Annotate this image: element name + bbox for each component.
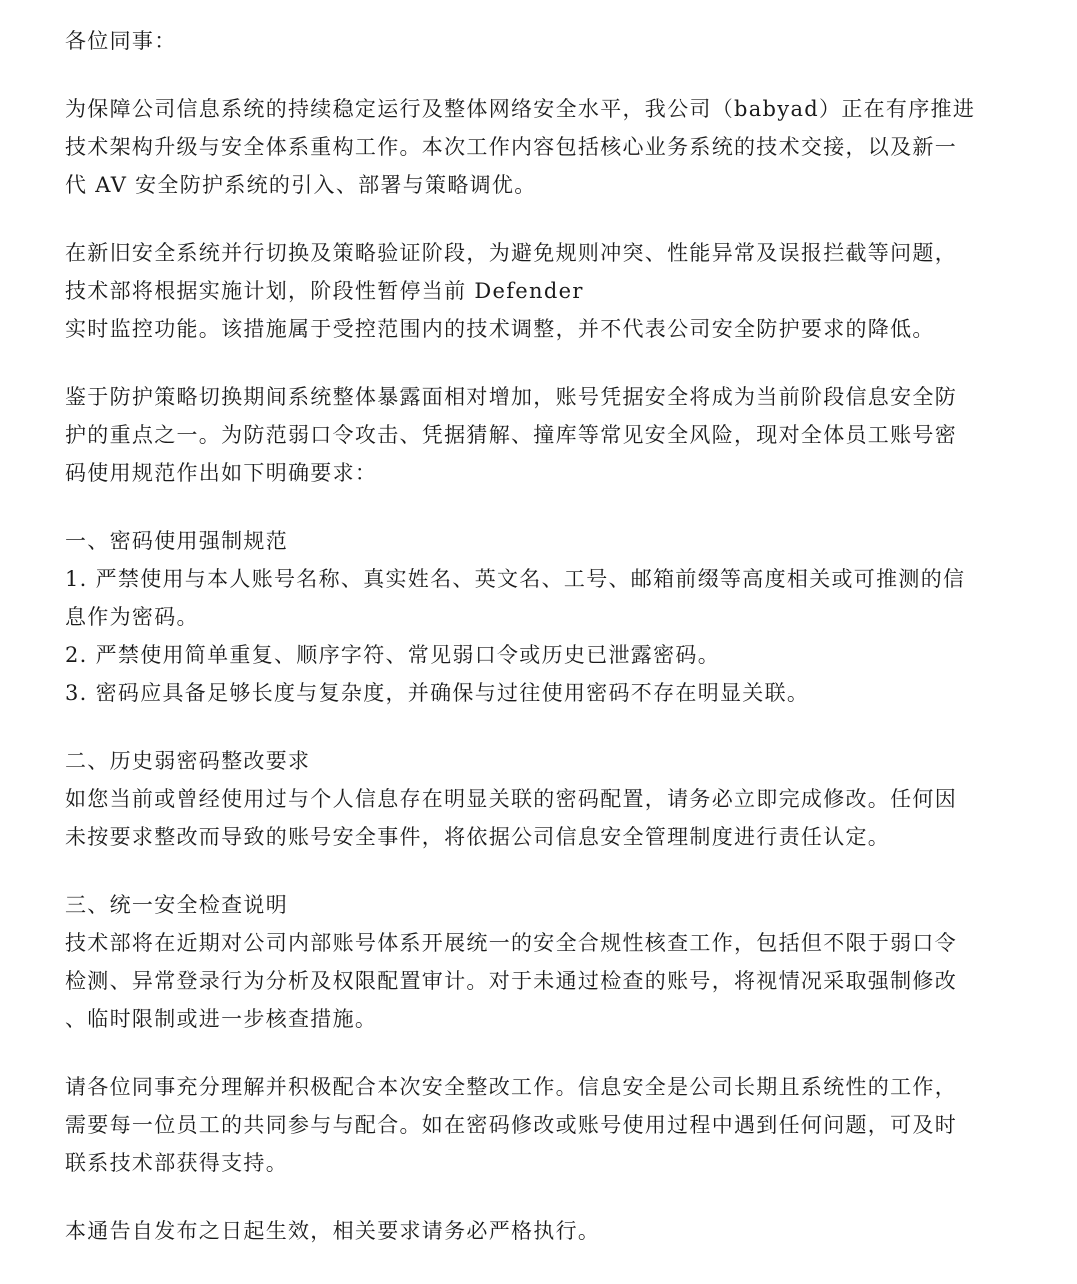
section-heading: 三、统一安全检查说明	[65, 893, 288, 917]
defender-paragraph	[65, 234, 1010, 348]
paragraph-line: 需要每一位员工的共同参与与配合。如在密码修改或账号使用过程中遇到任何问题，可及时	[65, 1113, 957, 1137]
paragraph-spacer	[65, 1182, 1010, 1212]
paragraph-line: 护的重点之一。为防范弱口令攻击、凭据猜解、撞库等常见安全风险，现对全体员工账号密	[65, 423, 957, 447]
paragraph-line: 码使用规范作出如下明确要求：	[65, 461, 378, 485]
paragraph-spacer	[65, 492, 1010, 522]
paragraph-line: 鉴于防护策略切换期间系统整体暴露面相对增加，账号凭据安全将成为当前阶段信息安全防	[65, 385, 957, 409]
paragraph-line: 技术部将根据实施计划，阶段性暂停当前 Defender	[65, 279, 584, 303]
section-weak-password-remediation	[65, 742, 1010, 856]
paragraph-spacer	[65, 348, 1010, 378]
section-heading: 二、历史弱密码整改要求	[65, 749, 311, 773]
paragraph-line: 、临时限制或进一步核查措施。	[65, 1007, 378, 1031]
rule-line: 息作为密码。	[65, 605, 199, 629]
paragraph-line: 请各位同事充分理解并积极配合本次安全整改工作。信息安全是公司长期且系统性的工作，	[65, 1075, 957, 1099]
rule-line: 1. 严禁使用与本人账号名称、真实姓名、英文名、工号、邮箱前缀等高度相关或可推测的信	[65, 567, 966, 591]
section-heading: 一、密码使用强制规范	[65, 529, 288, 553]
intro-paragraph	[65, 90, 1010, 204]
effective-statement: 本通告自发布之日起生效，相关要求请务必严格执行。	[65, 1219, 601, 1243]
paragraph-line: 如您当前或曾经使用过与个人信息存在明显关联的密码配置，请务必立即完成修改。任何因	[65, 787, 957, 811]
paragraph-line: 联系技术部获得支持。	[65, 1151, 288, 1175]
security-notice-document	[65, 22, 1010, 1250]
paragraph-line: 未按要求整改而导致的账号安全事件，将依据公司信息安全管理制度进行责任认定。	[65, 825, 891, 849]
paragraph-line: 技术部将在近期对公司内部账号体系开展统一的安全合规性核查工作，包括但不限于弱口令	[65, 931, 957, 955]
paragraph-spacer	[65, 204, 1010, 234]
paragraph-line: 在新旧安全系统并行切换及策略验证阶段，为避免规则冲突、性能异常及误报拦截等问题，	[65, 241, 957, 265]
paragraph-spacer	[65, 60, 1010, 90]
rule-line: 2. 严禁使用简单重复、顺序字符、常见弱口令或历史已泄露密码。	[65, 643, 721, 667]
greeting: 各位同事：	[65, 29, 177, 53]
paragraph-line: 为保障公司信息系统的持续稳定运行及整体网络安全水平，我公司（babyad）正在有序推进	[65, 97, 976, 121]
paragraph-line: 检测、异常登录行为分析及权限配置审计。对于未通过检查的账号，将视情况采取强制修改	[65, 969, 957, 993]
paragraph-line: 技术架构升级与安全体系重构工作。本次工作内容包括核心业务系统的技术交接，以及新一	[65, 135, 957, 159]
paragraph-spacer	[65, 856, 1010, 886]
paragraph-spacer	[65, 712, 1010, 742]
paragraph-line: 代 AV 安全防护系统的引入、部署与策略调优。	[65, 173, 537, 197]
rule-line: 3. 密码应具备足够长度与复杂度，并确保与过往使用密码不存在明显关联。	[65, 681, 810, 705]
section-password-rules	[65, 522, 1010, 712]
paragraph-line: 实时监控功能。该措施属于受控范围内的技术调整，并不代表公司安全防护要求的降低。	[65, 317, 935, 341]
paragraph-spacer	[65, 1038, 1010, 1068]
credential-paragraph	[65, 378, 1010, 492]
closing-paragraph	[65, 1068, 1010, 1182]
section-security-check	[65, 886, 1010, 1038]
